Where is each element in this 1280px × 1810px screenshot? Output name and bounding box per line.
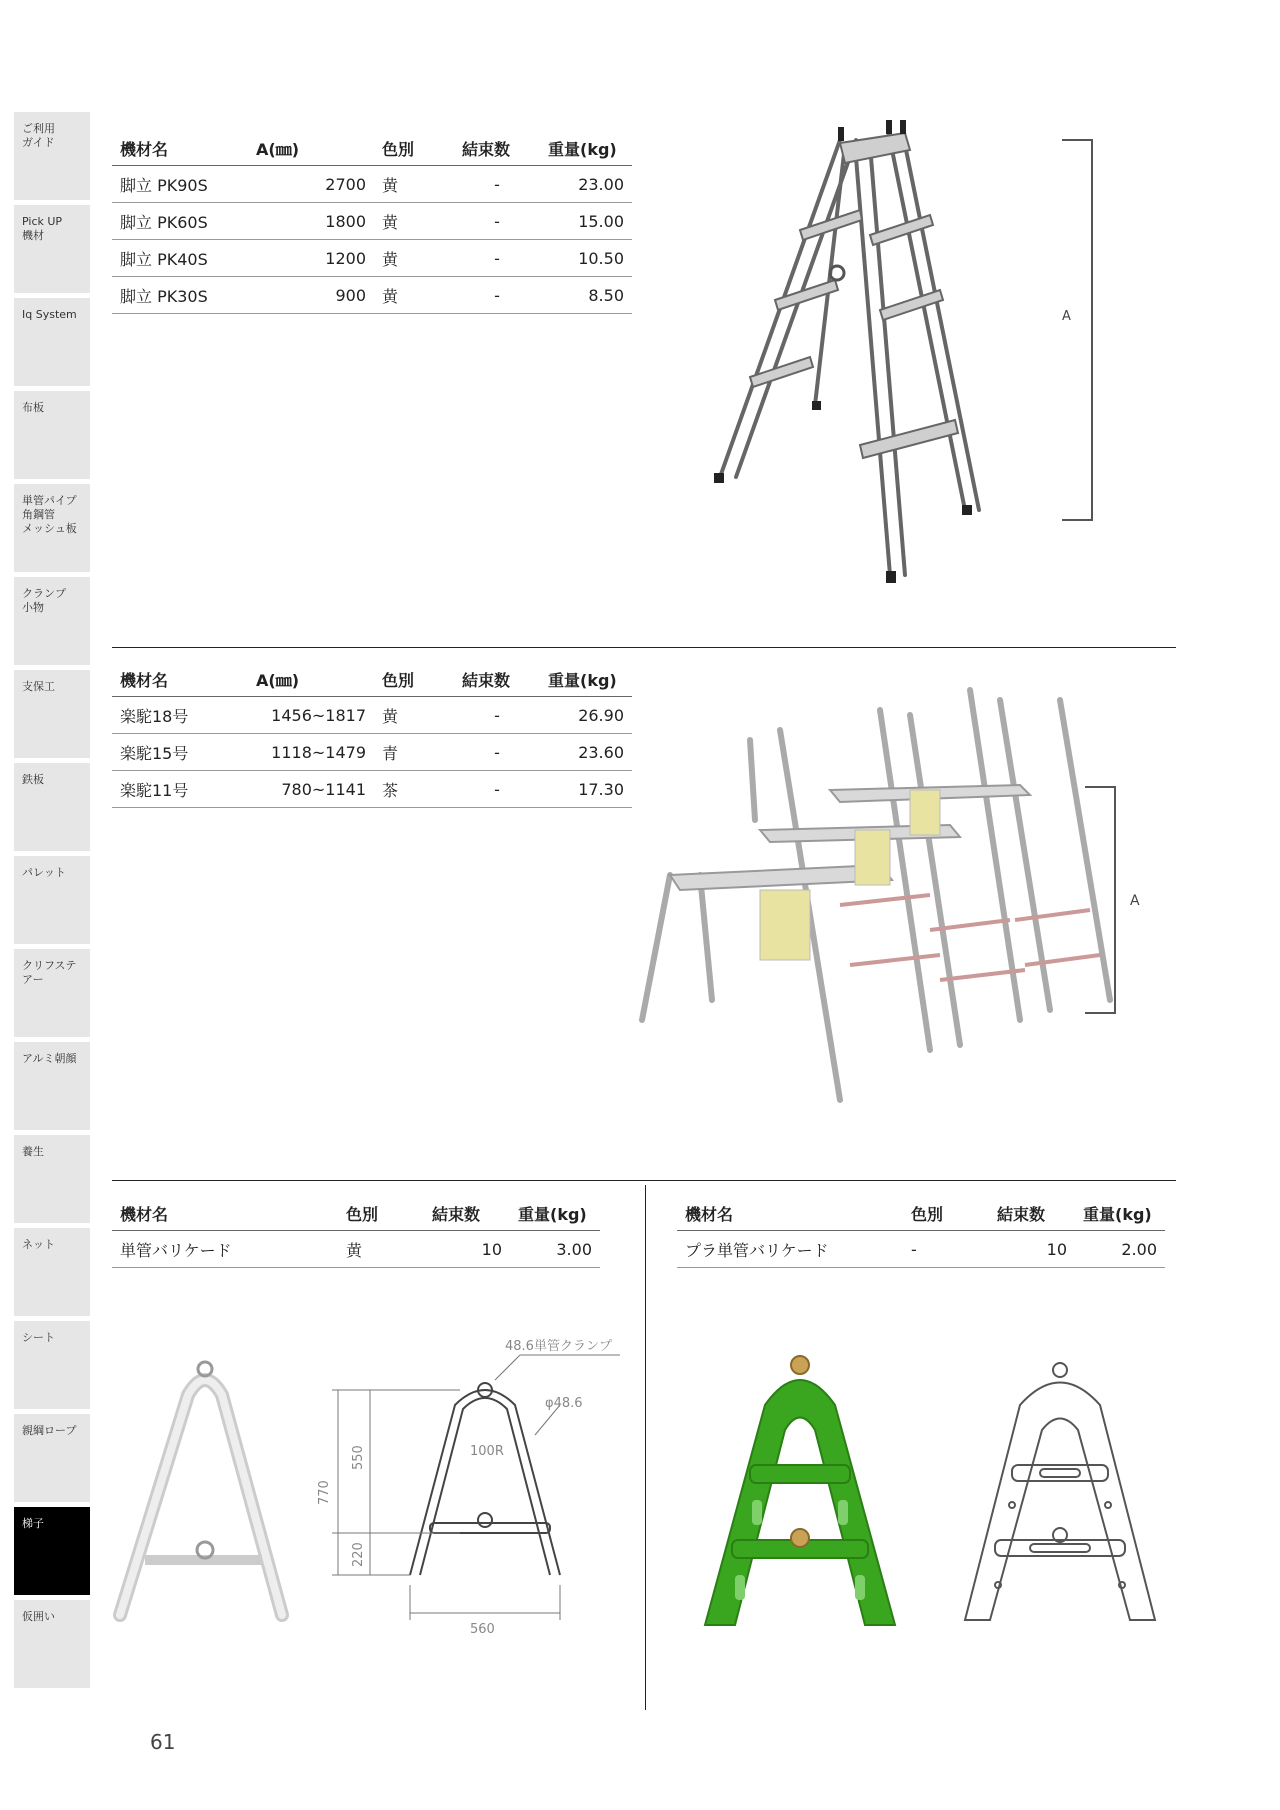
table-cell: 黄 [338,1231,424,1268]
table-cell: 26.90 [540,697,632,734]
table-row [112,1231,600,1268]
clamp-label: 48.6単管クランプ [505,1339,612,1354]
col-weight: 重量(kg) [540,131,632,166]
col-weight: 重量(kg) [1075,1196,1165,1231]
upper-height-label: 550 [351,1445,366,1470]
table-header-row [112,662,632,697]
table-row [112,277,632,314]
table-cell: 青 [374,734,454,771]
table-cell: 1200 [248,240,374,277]
table-cell: - [903,1231,989,1268]
col-weight: 重量(kg) [540,662,632,697]
table-row [112,203,632,240]
table-cell: 1800 [248,203,374,240]
page-number: 61 [150,1730,176,1754]
sidebar-item[interactable]: Iq System [14,298,90,386]
table-cell: 2700 [248,166,374,203]
col-bundle: 結束数 [454,662,540,697]
table-cell: - [454,697,540,734]
col-a: A(㎜) [248,131,374,166]
col-name: 機材名 [677,1196,903,1231]
col-name: 機材名 [112,1196,338,1231]
table-cell: 黄 [374,166,454,203]
table-header-row [112,1196,600,1231]
sidebar-item[interactable]: 布板 [14,391,90,479]
table-cell: 15.00 [540,203,632,240]
sidebar-item[interactable]: 支保工 [14,670,90,758]
sidebar-item[interactable]: シート [14,1321,90,1409]
sidebar [14,112,90,1693]
section-divider [112,1180,1176,1181]
table-cell: 23.60 [540,734,632,771]
table-cell: 黄 [374,240,454,277]
col-bundle: 結束数 [454,131,540,166]
table-header-row [112,131,632,166]
dim-a-label: A [1062,309,1071,324]
table-row [112,697,632,734]
column-divider [645,1185,646,1710]
table-header-row [677,1196,1165,1231]
width-label: 560 [470,1622,495,1635]
table-cell: 2.00 [1075,1231,1165,1268]
col-weight: 重量(kg) [510,1196,600,1231]
table-cell: - [454,277,540,314]
spec-table-stepladder [112,131,632,314]
table-cell: 茶 [374,771,454,808]
table-row [112,166,632,203]
spec-table-barricade [112,1196,600,1268]
table-cell: - [454,734,540,771]
table-cell: 楽駝18号 [112,697,248,734]
sidebar-item[interactable]: ご利用 ガイド [14,112,90,200]
barricade-photo [110,1355,290,1625]
table-cell: 17.30 [540,771,632,808]
sidebar-item[interactable]: クリフステ アー [14,949,90,1037]
col-color: 色別 [903,1196,989,1231]
table-cell: 黄 [374,697,454,734]
table-cell: 単管バリケード [112,1231,338,1268]
col-name: 機材名 [112,662,248,697]
col-color: 色別 [338,1196,424,1231]
sidebar-item[interactable]: 鉄板 [14,763,90,851]
platform-figure [630,680,1170,1120]
pipe-dia-label: φ48.6 [545,1396,583,1411]
col-name: 機材名 [112,131,248,166]
table-cell: - [454,203,540,240]
table-cell: 脚立 PK60S [112,203,248,240]
table-cell: 10 [424,1231,510,1268]
col-color: 色別 [374,131,454,166]
table-cell: 脚立 PK40S [112,240,248,277]
table-cell: 3.00 [510,1231,600,1268]
table-cell: 1118~1479 [248,734,374,771]
table-cell: 脚立 PK90S [112,166,248,203]
table-row [112,771,632,808]
total-height-label: 770 [317,1480,332,1505]
col-bundle: 結束数 [989,1196,1075,1231]
table-cell: 8.50 [540,277,632,314]
section-divider [112,647,1176,648]
sidebar-item[interactable]: 梯子 [14,1507,90,1595]
sidebar-item[interactable]: Pick UP 機材 [14,205,90,293]
lower-height-label: 220 [351,1542,366,1567]
table-cell: - [454,166,540,203]
col-bundle: 結束数 [424,1196,510,1231]
table-cell: 900 [248,277,374,314]
stepladder-figure [700,115,1120,595]
table-cell: 10.50 [540,240,632,277]
table-cell: 10 [989,1231,1075,1268]
table-cell: - [454,771,540,808]
table-cell: 脚立 PK30S [112,277,248,314]
table-cell: 黄 [374,277,454,314]
table-cell: 黄 [374,203,454,240]
table-row [112,734,632,771]
sidebar-item[interactable]: クランプ 小物 [14,577,90,665]
dim-a-label: A [1130,893,1140,909]
col-color: 色別 [374,662,454,697]
table-cell: 23.00 [540,166,632,203]
plastic-barricade-photo [680,1335,920,1635]
sidebar-item[interactable]: 養生 [14,1135,90,1223]
table-row [677,1231,1165,1268]
spec-table-platform [112,662,632,808]
col-a: A(㎜) [248,662,374,697]
sidebar-item[interactable]: 単管パイプ 角鋼管 メッシュ板 [14,484,90,572]
table-cell: 楽駝15号 [112,734,248,771]
radius-label: 100R [470,1444,504,1459]
table-cell: 楽駝11号 [112,771,248,808]
table-cell: プラ単管バリケード [677,1231,903,1268]
sidebar-item[interactable]: ネット [14,1228,90,1316]
table-cell: - [454,240,540,277]
table-row [112,240,632,277]
table-cell: 780~1141 [248,771,374,808]
sidebar-item[interactable]: パレット [14,856,90,944]
sidebar-item[interactable]: 仮囲い [14,1600,90,1688]
table-cell: 1456~1817 [248,697,374,734]
plastic-barricade-drawing [950,1345,1170,1635]
barricade-dimension-drawing [310,1335,630,1635]
sidebar-item[interactable]: 親綱ロープ [14,1414,90,1502]
sidebar-item[interactable]: アルミ朝顔 [14,1042,90,1130]
spec-table-plastic-barricade [677,1196,1165,1268]
